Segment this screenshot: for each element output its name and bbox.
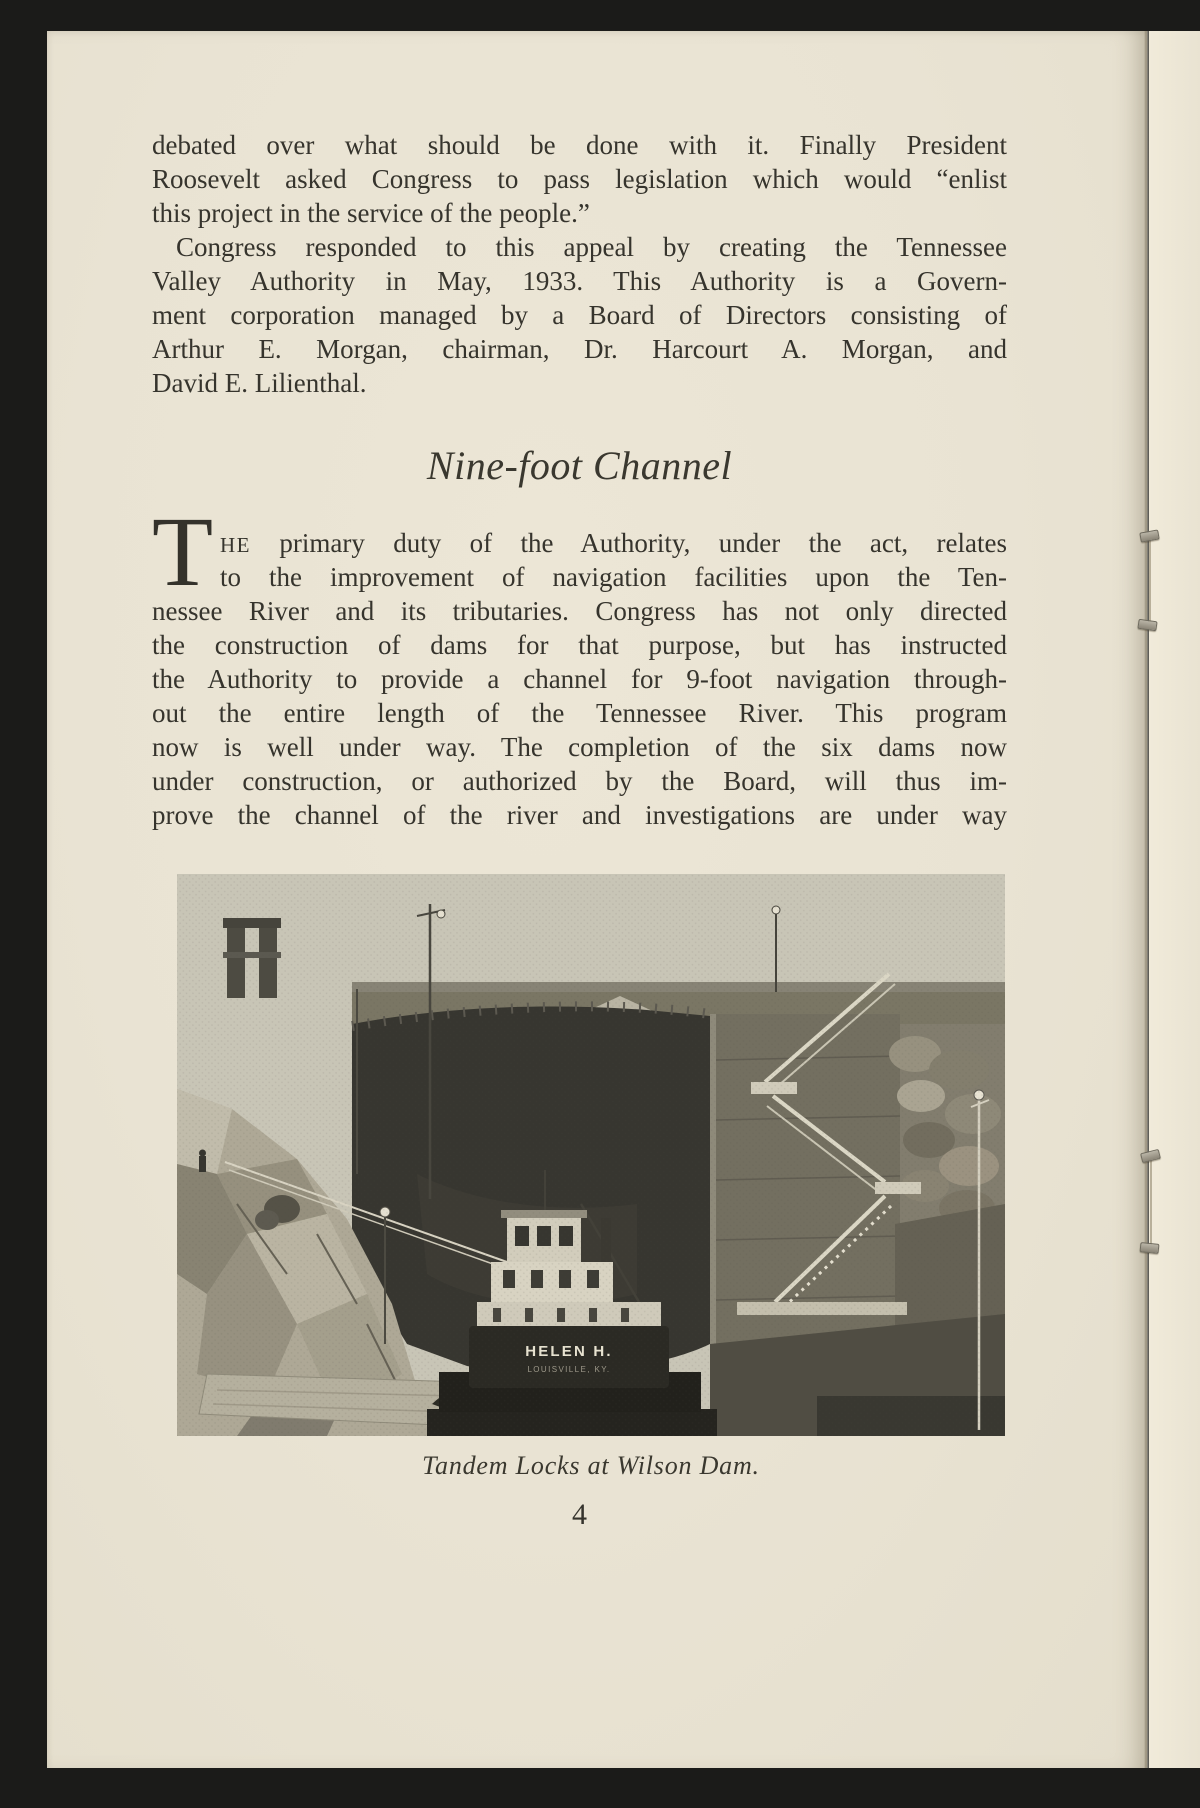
- text-line: ment corporation managed by a Board of Directors consisting of: [152, 300, 1007, 330]
- text-line: Roosevelt asked Congress to pass legislation which would “enlist: [152, 164, 1007, 194]
- text-line: to the improvement of navigation facilities upon the Ten-: [220, 562, 1007, 592]
- boat-subtext-label: LOUISVILLE, KY.: [527, 1365, 611, 1374]
- stitch-thread: [1150, 1160, 1152, 1248]
- paragraph-roosevelt: [152, 128, 1007, 230]
- small-caps: HE: [220, 533, 251, 557]
- text-line: nessee River and its tributaries. Congress has not only directed: [152, 596, 1007, 626]
- text-line: prove the channel of the river and investigations are under way: [152, 800, 1007, 830]
- text-line: under construction, or authorized by the Board, will thus im-: [152, 766, 1007, 796]
- first-line-text: primary duty of the Authority, under the act, relates: [251, 528, 1007, 558]
- boat-name-label: HELEN H.: [525, 1343, 613, 1360]
- text-line: David E. Lilienthal.: [152, 368, 367, 398]
- section-heading: Nine-foot Channel: [426, 443, 733, 488]
- text-line: this project in the service of the people.”: [152, 198, 590, 228]
- staple: [1140, 1242, 1160, 1254]
- text-line: out the entire length of the Tennessee River. This program: [152, 698, 1007, 728]
- paragraph-nine-foot-channel: [152, 496, 1007, 832]
- text-line: the Authority to provide a channel for 9-foot navigation through-: [152, 664, 1007, 694]
- book-page: [47, 31, 1147, 1768]
- page-content: [152, 31, 1007, 1532]
- locks-photograph: [177, 874, 1005, 1482]
- text-line: the construction of dams for that purpose, but has instructed: [152, 630, 1007, 660]
- drop-cap: T: [152, 496, 214, 607]
- page-number: 4: [572, 1498, 587, 1531]
- photo-caption: Tandem Locks at Wilson Dam.: [422, 1451, 760, 1480]
- next-page-edge: [1149, 31, 1200, 1768]
- text-line: Arthur E. Morgan, chairman, Dr. Harcourt A. Morgan, and: [152, 334, 1007, 364]
- text-line: Valley Authority in May, 1933. This Authority is a Govern-: [152, 266, 1007, 296]
- text-line: debated over what should be done with it. Finally President: [152, 130, 1007, 160]
- paragraph-congress: [152, 230, 1007, 400]
- text-line: Congress responded to this appeal by creating the Tennessee: [176, 232, 1007, 262]
- locks-photo-illustration: [177, 874, 1005, 1436]
- text-line: now is well under way. The completion of the six dams now: [152, 732, 1007, 762]
- text-line: [152, 526, 1007, 560]
- paragraph-lines: [152, 560, 1007, 832]
- stitch-thread: [1149, 540, 1151, 626]
